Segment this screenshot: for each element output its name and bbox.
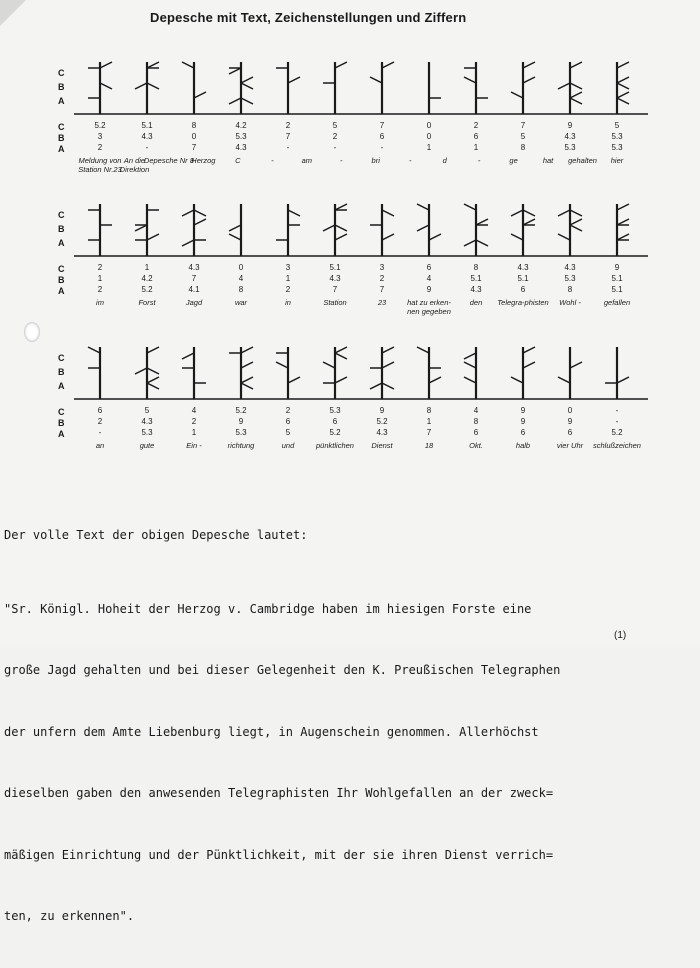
code-value-a: 5.1 — [611, 285, 623, 294]
semaphore-mast — [617, 204, 629, 256]
code-value-b: 1 — [285, 274, 291, 283]
code-value-b: - — [615, 417, 619, 426]
code-value-c: 1 — [144, 263, 150, 272]
decoded-word: bri — [371, 156, 380, 165]
code-value-b: 6 — [379, 132, 385, 141]
semaphore-row-label: B — [58, 367, 65, 377]
semaphore-mast — [276, 347, 300, 399]
decoded-word: Ein - — [186, 441, 202, 450]
code-value-c: 8 — [191, 121, 197, 130]
code-value-b: 0 — [191, 132, 197, 141]
code-value-c: 8 — [426, 406, 432, 415]
decoded-word: war — [234, 298, 248, 307]
code-value-b: 4.3 — [141, 132, 153, 141]
semaphore-mast — [511, 204, 535, 256]
code-value-c: 4.3 — [517, 263, 529, 272]
code-value-c: 2 — [285, 406, 291, 415]
code-value-b: 1 — [97, 274, 103, 283]
code-value-a: 7 — [379, 285, 385, 294]
semaphore-mast — [370, 204, 394, 256]
decoded-word: Station — [323, 298, 347, 307]
semaphore-mast — [370, 347, 394, 399]
semaphore-mast — [182, 347, 206, 399]
code-value-a: 4.3 — [470, 285, 482, 294]
code-value-c: 5.3 — [329, 406, 341, 415]
decoded-word: hat zu erken-nen gegeben — [407, 298, 451, 316]
code-value-c: 6 — [97, 406, 103, 415]
text-line: mäßigen Einrichtung und der Pünktlichkeit, mit der sie ihren Dienst verrich= — [4, 847, 554, 862]
code-value-c: - — [615, 406, 619, 415]
decoded-word: gefallen — [603, 298, 631, 307]
semaphore-mast — [464, 62, 488, 114]
semaphore-row-label: A — [58, 381, 65, 391]
semaphore-row-label: B — [58, 82, 65, 92]
code-value-a: 1 — [426, 143, 432, 152]
code-value-c: 5 — [144, 406, 150, 415]
code-row-label: A — [58, 429, 65, 439]
code-value-c: 6 — [426, 263, 432, 272]
code-value-c: 9 — [379, 406, 385, 415]
code-value-b: 2 — [379, 274, 385, 283]
punch-hole — [24, 322, 40, 342]
code-value-a: 5.3 — [235, 428, 247, 437]
code-value-a: - — [333, 143, 337, 152]
code-value-a: 6 — [520, 285, 526, 294]
semaphore-mast — [229, 62, 253, 114]
decoded-word: und — [281, 441, 295, 450]
code-value-b: 7 — [191, 274, 197, 283]
code-value-a: 8 — [238, 285, 244, 294]
semaphore-row-label: C — [58, 353, 65, 363]
code-value-a: 6 — [520, 428, 526, 437]
code-value-b: 5.3 — [611, 132, 623, 141]
code-value-c: 3 — [379, 263, 385, 272]
semaphore-row-label: C — [58, 210, 65, 220]
code-value-a: 5.3 — [611, 143, 623, 152]
code-value-a: 4.1 — [188, 285, 200, 294]
semaphore-mast — [88, 204, 112, 256]
code-value-b: 5.3 — [564, 274, 576, 283]
folded-corner — [0, 0, 26, 26]
text-line: dieselben gaben den anwesenden Telegraphisten Ihr Wohlgefallen an der zweck= — [4, 786, 554, 800]
code-value-c: 5 — [332, 121, 338, 130]
semaphore-diagram — [0, 58, 700, 120]
text-line: große Jagd gehalten und bei dieser Gelegenheit den K. Preußischen Telegraphen — [4, 663, 561, 677]
semaphore-mast — [229, 347, 253, 399]
semaphore-diagram — [0, 200, 700, 262]
code-value-b: 5.1 — [611, 274, 623, 283]
semaphore-mast — [558, 62, 582, 114]
code-value-b: 4 — [426, 274, 432, 283]
code-value-b: 9 — [567, 417, 573, 426]
decoded-word: Jagd — [185, 298, 203, 307]
decoded-word: Herzog — [191, 156, 216, 165]
code-value-a: 2 — [97, 143, 103, 152]
code-value-c: 7 — [520, 121, 526, 130]
semaphore-row-label: B — [58, 224, 65, 234]
decoded-word: halb — [515, 441, 531, 450]
decoded-word: am — [301, 156, 312, 165]
code-value-c: 5.1 — [141, 121, 153, 130]
code-row-label: C — [58, 407, 65, 417]
semaphore-mast — [617, 62, 629, 114]
decoded-word: Wohl - — [559, 298, 581, 307]
decoded-word: Okt. — [469, 441, 483, 450]
code-row-label: B — [58, 275, 65, 285]
code-value-a: 5.2 — [329, 428, 341, 437]
semaphore-mast — [276, 62, 300, 114]
semaphore-mast — [558, 204, 582, 256]
semaphore-mast — [605, 347, 629, 399]
decoded-word: den — [469, 298, 483, 307]
code-value-c: 7 — [379, 121, 385, 130]
decoded-word: schlußzeichen — [593, 441, 641, 450]
code-value-b: 7 — [285, 132, 291, 141]
decoded-word: Dienst — [371, 441, 393, 450]
code-value-a: 7 — [332, 285, 338, 294]
code-value-b: 2 — [332, 132, 338, 141]
code-value-a: 5 — [285, 428, 291, 437]
code-value-a: 5.2 — [611, 428, 623, 437]
code-value-a: - — [380, 143, 384, 152]
decoded-word: vier Uhr — [556, 441, 584, 450]
code-value-a: 6 — [473, 428, 479, 437]
decoded-word: im — [96, 298, 104, 307]
decoded-word: hat — [542, 156, 554, 165]
code-value-a: 2 — [97, 285, 103, 294]
code-value-a: - — [145, 143, 149, 152]
full-text-block — [4, 484, 696, 968]
code-value-b: 4 — [238, 274, 244, 283]
code-value-b: 6 — [473, 132, 479, 141]
code-value-a: 8 — [520, 143, 526, 152]
code-value-b: 0 — [426, 132, 432, 141]
decoded-word: pünktlichen — [316, 441, 354, 450]
decoded-word: Depesche Nr 8 — [143, 156, 194, 165]
code-value-c: 4 — [473, 406, 479, 415]
decoded-word: hier — [610, 156, 624, 165]
code-value-c: 8 — [473, 263, 479, 272]
code-value-a: 1 — [473, 143, 479, 152]
code-value-b: 6 — [285, 417, 291, 426]
decoded-word: Meldung von Station Nr.23 — [78, 156, 122, 174]
semaphore-mast — [417, 347, 441, 399]
semaphore-mast — [88, 62, 112, 114]
code-value-b: 4.3 — [329, 274, 341, 283]
code-value-c: 2 — [97, 263, 103, 272]
decoded-word: C — [235, 156, 241, 165]
code-value-b: 4.2 — [141, 274, 153, 283]
code-value-a: 4.3 — [376, 428, 388, 437]
code-value-b: 5 — [520, 132, 526, 141]
code-value-b: 4.3 — [564, 132, 576, 141]
decoded-word: an — [95, 441, 105, 450]
code-value-c: 3 — [285, 263, 291, 272]
code-row-label: A — [58, 144, 65, 154]
page-number: (1) — [614, 630, 627, 641]
code-value-b: 4.3 — [141, 417, 153, 426]
decoded-word: - — [408, 156, 412, 165]
code-value-c: 5.1 — [329, 263, 341, 272]
code-row-label: C — [58, 122, 65, 132]
decoded-word: An die Direktion — [119, 156, 150, 174]
code-value-a: 7 — [426, 428, 432, 437]
semaphore-mast — [135, 62, 159, 114]
code-value-a: 2 — [285, 285, 291, 294]
semaphore-mast — [511, 347, 535, 399]
decoded-word: gehalten — [568, 156, 597, 165]
code-value-a: 4.3 — [235, 143, 247, 152]
decoded-word: 18 — [424, 441, 434, 450]
code-value-c: 9 — [520, 406, 526, 415]
semaphore-mast — [464, 204, 488, 256]
decoded-word: d — [442, 156, 447, 165]
semaphore-mast — [276, 204, 300, 256]
code-value-b: 5.2 — [376, 417, 388, 426]
decoded-word: 23 — [377, 298, 387, 307]
decoded-word: - — [271, 156, 274, 165]
code-value-a: 1 — [191, 428, 197, 437]
code-value-c: 9 — [567, 121, 573, 130]
code-value-c: 4.3 — [564, 263, 576, 272]
semaphore-row-label: A — [58, 238, 65, 248]
decoded-word: in — [285, 298, 291, 307]
code-value-a: 5.3 — [141, 428, 153, 437]
code-value-c: 2 — [473, 121, 479, 130]
code-value-b: 2 — [97, 417, 103, 426]
code-value-c: 0 — [238, 263, 244, 272]
semaphore-diagram — [0, 343, 700, 405]
code-value-c: 0 — [426, 121, 432, 130]
semaphore-mast — [370, 62, 394, 114]
semaphore-mast — [88, 347, 100, 399]
semaphore-row-label: C — [58, 68, 65, 78]
code-row-label: B — [58, 133, 65, 143]
code-value-a: 8 — [567, 285, 573, 294]
code-value-c: 9 — [614, 263, 620, 272]
code-value-b: 5.3 — [235, 132, 247, 141]
text-line: "Sr. Königl. Hoheit der Herzog v. Cambridge haben im hiesigen Forste eine — [4, 601, 532, 616]
text-heading: Der volle Text der obigen Depesche lautet: — [4, 528, 308, 542]
code-row-label: C — [58, 264, 65, 274]
semaphore-mast — [558, 347, 582, 399]
code-value-b: 9 — [238, 417, 244, 426]
code-value-a: - — [98, 428, 102, 437]
semaphore-mast — [417, 204, 441, 256]
code-value-c: 4.2 — [235, 121, 247, 130]
decoded-word: Forst — [138, 298, 156, 307]
text-line: der unfern dem Amte Liebenburg liegt, in Augenschein genommen. Allerhöchst — [4, 724, 539, 739]
code-row-label: A — [58, 286, 65, 296]
code-value-c: 5.2 — [94, 121, 106, 130]
semaphore-mast — [323, 347, 347, 399]
code-value-a: - — [286, 143, 290, 152]
code-value-b: 3 — [97, 132, 103, 141]
text-line: ten, zu erkennen". — [4, 909, 135, 923]
code-value-b: 6 — [332, 417, 338, 426]
code-value-a: 9 — [426, 285, 432, 294]
code-value-b: 5.1 — [517, 274, 529, 283]
decoded-word: gute — [139, 441, 155, 450]
semaphore-mast — [135, 347, 159, 399]
semaphore-mast — [429, 62, 441, 114]
decoded-word: - — [477, 156, 481, 165]
code-value-b: 1 — [426, 417, 432, 426]
code-value-c: 5.2 — [235, 406, 247, 415]
semaphore-row-label: A — [58, 96, 65, 106]
code-value-a: 6 — [567, 428, 573, 437]
code-value-b: 8 — [473, 417, 479, 426]
page-title: Depesche mit Text, Zeichenstellungen und Ziffern — [150, 10, 467, 25]
semaphore-mast — [182, 204, 206, 256]
semaphore-mast — [323, 204, 347, 256]
semaphore-mast — [464, 347, 476, 399]
decoded-word: - — [340, 156, 343, 165]
code-value-b: 9 — [520, 417, 526, 426]
code-value-c: 2 — [285, 121, 291, 130]
code-value-b: 5.1 — [470, 274, 482, 283]
code-value-c: 5 — [614, 121, 620, 130]
code-value-b: 2 — [191, 417, 197, 426]
semaphore-mast — [135, 204, 159, 256]
decoded-word: ge — [509, 156, 518, 165]
semaphore-mast — [323, 62, 347, 114]
semaphore-mast — [511, 62, 535, 114]
code-row-label: B — [58, 418, 65, 428]
semaphore-mast — [229, 204, 241, 256]
code-value-c: 4 — [191, 406, 197, 415]
code-value-a: 5.2 — [141, 285, 153, 294]
decoded-word: richtung — [227, 441, 255, 450]
code-value-a: 7 — [191, 143, 197, 152]
code-value-a: 5.3 — [564, 143, 576, 152]
code-value-c: 0 — [567, 406, 573, 415]
semaphore-mast — [182, 62, 206, 114]
code-value-c: 4.3 — [188, 263, 200, 272]
decoded-word: Telegra-phisten — [497, 298, 549, 307]
